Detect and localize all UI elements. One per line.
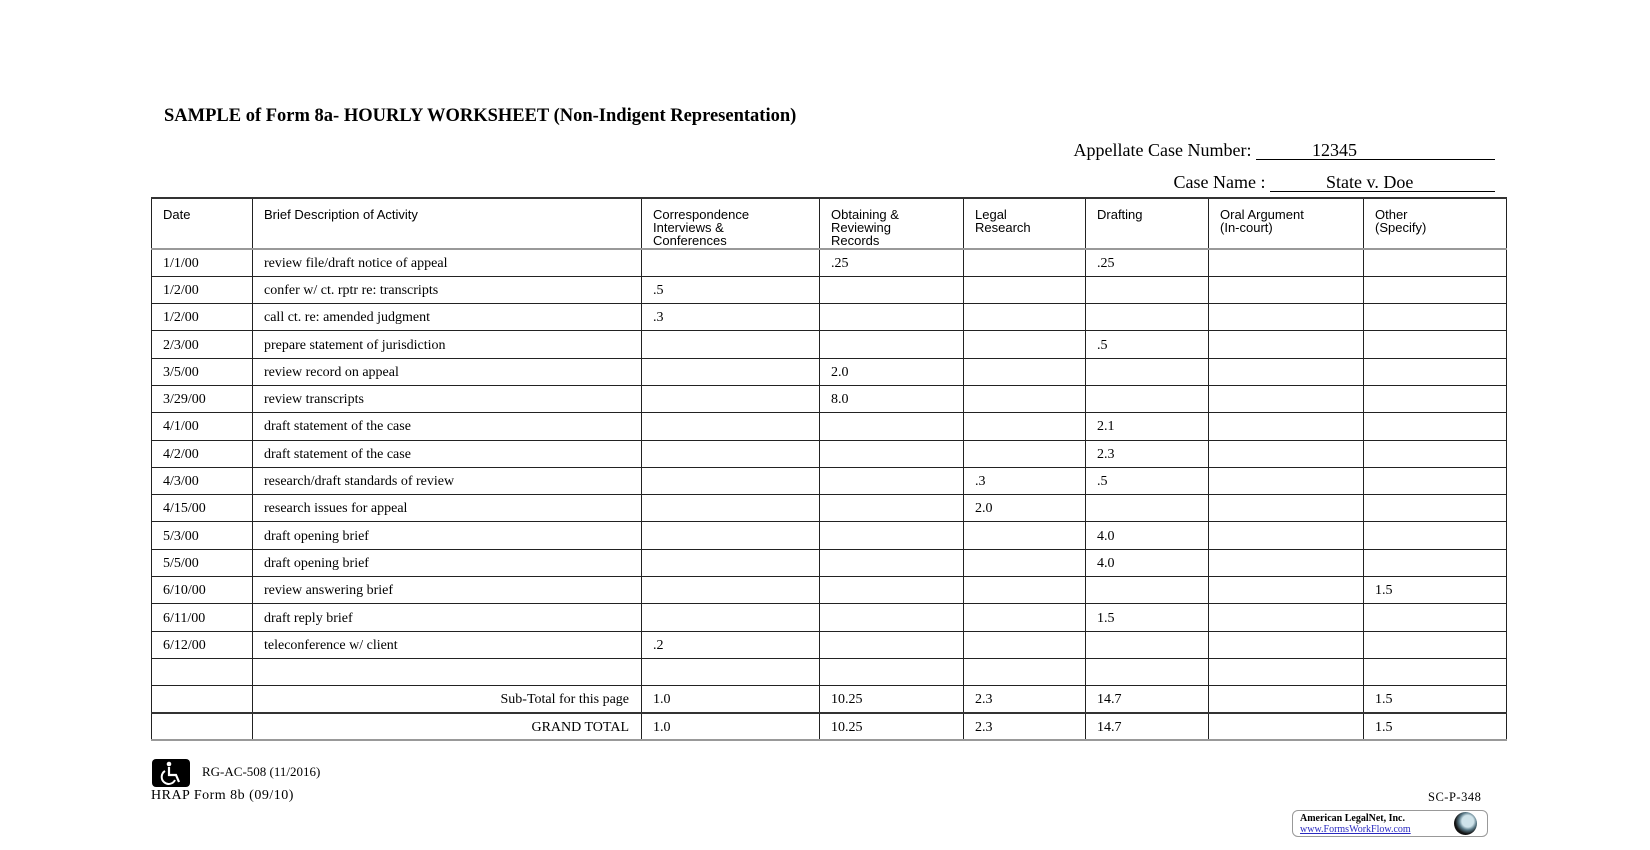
cell-correspondence[interactable]: .5 <box>642 276 820 303</box>
table-row <box>152 604 1507 631</box>
cell-legal-research[interactable] <box>964 276 1086 303</box>
cell-date[interactable]: 1/1/00 <box>152 249 253 276</box>
cell-date[interactable]: 4/2/00 <box>152 440 253 467</box>
cell-description[interactable] <box>253 658 642 685</box>
cell-other[interactable] <box>1364 385 1507 412</box>
cell-oral-argument[interactable] <box>1209 686 1364 713</box>
cell-other[interactable] <box>1364 249 1507 276</box>
form-code: RG-AC-508 (11/2016) <box>202 764 321 779</box>
cell-oral-argument[interactable] <box>1209 522 1364 549</box>
cell-legal-research[interactable] <box>964 304 1086 331</box>
cell-description[interactable]: research/draft standards of review <box>253 467 642 494</box>
cell-description[interactable]: draft opening brief <box>253 522 642 549</box>
cell-other[interactable]: 1.5 <box>1364 577 1507 604</box>
cell-legal-research[interactable] <box>964 522 1086 549</box>
cell-drafting[interactable]: .25 <box>1086 249 1209 276</box>
cell-description[interactable]: call ct. re: amended judgment <box>253 304 642 331</box>
cell-oral-argument[interactable] <box>1209 604 1364 631</box>
cell-correspondence[interactable] <box>642 413 820 440</box>
cell-legal-research[interactable]: 2.3 <box>964 686 1086 713</box>
cell-records[interactable] <box>820 331 964 358</box>
cell-date[interactable]: 6/11/00 <box>152 604 253 631</box>
table-row <box>152 522 1507 549</box>
cell-date[interactable] <box>152 686 253 713</box>
column-header-legal-research: Legal Research <box>964 198 1086 249</box>
cell-drafting[interactable] <box>1086 658 1209 685</box>
cell-oral-argument[interactable] <box>1209 331 1364 358</box>
cell-oral-argument[interactable] <box>1209 631 1364 658</box>
cell-legal-research[interactable]: 2.0 <box>964 495 1086 522</box>
logo-company-name: American LegalNet, Inc. <box>1300 813 1405 824</box>
cell-other[interactable] <box>1364 276 1507 303</box>
cell-records[interactable] <box>820 604 964 631</box>
cell-drafting[interactable]: 14.7 <box>1086 713 1209 740</box>
cell-description[interactable]: review transcripts <box>253 385 642 412</box>
cell-other[interactable] <box>1364 467 1507 494</box>
globe-icon <box>1454 812 1477 835</box>
cell-description[interactable]: review answering brief <box>253 577 642 604</box>
cell-date[interactable]: 2/3/00 <box>152 331 253 358</box>
wheelchair-accessibility-icon <box>152 759 190 787</box>
table-row <box>152 631 1507 658</box>
cell-other[interactable] <box>1364 604 1507 631</box>
table-row <box>152 658 1507 685</box>
cell-date[interactable] <box>152 658 253 685</box>
cell-records[interactable] <box>820 413 964 440</box>
cell-drafting[interactable] <box>1086 304 1209 331</box>
case-number-field <box>1074 140 1495 161</box>
cell-drafting[interactable] <box>1086 577 1209 604</box>
cell-records[interactable] <box>820 631 964 658</box>
cell-records[interactable]: .25 <box>820 249 964 276</box>
table-row <box>152 467 1507 494</box>
table-row <box>152 331 1507 358</box>
cell-correspondence[interactable] <box>642 385 820 412</box>
cell-date[interactable]: 1/2/00 <box>152 304 253 331</box>
cell-date[interactable]: 1/2/00 <box>152 276 253 303</box>
cell-description[interactable]: draft statement of the case <box>253 413 642 440</box>
logo-url-link[interactable]: www.FormsWorkFlow.com <box>1300 824 1411 835</box>
cell-records[interactable] <box>820 467 964 494</box>
cell-date[interactable]: 4/3/00 <box>152 467 253 494</box>
cell-records[interactable] <box>820 495 964 522</box>
cell-oral-argument[interactable] <box>1209 467 1364 494</box>
column-header-oral-argument: Oral Argument (In-court) <box>1209 198 1364 249</box>
table-row <box>152 358 1507 385</box>
cell-drafting[interactable]: 2.3 <box>1086 440 1209 467</box>
cell-legal-research[interactable] <box>964 331 1086 358</box>
cell-legal-research[interactable] <box>964 440 1086 467</box>
cell-legal-research[interactable] <box>964 413 1086 440</box>
cell-drafting[interactable]: 4.0 <box>1086 522 1209 549</box>
cell-oral-argument[interactable] <box>1209 440 1364 467</box>
cell-drafting[interactable] <box>1086 495 1209 522</box>
table-row <box>152 495 1507 522</box>
cell-records[interactable] <box>820 577 964 604</box>
table-row <box>152 304 1507 331</box>
cell-date[interactable]: 5/3/00 <box>152 522 253 549</box>
cell-drafting[interactable] <box>1086 358 1209 385</box>
cell-other[interactable] <box>1364 358 1507 385</box>
cell-other[interactable] <box>1364 522 1507 549</box>
cell-description[interactable]: GRAND TOTAL <box>253 713 642 740</box>
case-name-label: Case Name : <box>1173 172 1266 192</box>
cell-records[interactable]: 10.25 <box>820 686 964 713</box>
cell-records[interactable] <box>820 658 964 685</box>
cell-other[interactable] <box>1364 331 1507 358</box>
cell-other[interactable] <box>1364 549 1507 576</box>
cell-description[interactable]: confer w/ ct. rptr re: transcripts <box>253 276 642 303</box>
cell-other[interactable] <box>1364 495 1507 522</box>
case-number-label: Appellate Case Number: <box>1073 140 1252 160</box>
table-row <box>152 276 1507 303</box>
cell-other[interactable]: 1.5 <box>1364 686 1507 713</box>
case-number-value[interactable]: 12345 <box>1256 141 1495 160</box>
column-header-records: Obtaining & Reviewing Records <box>820 198 964 249</box>
cell-legal-research[interactable] <box>964 577 1086 604</box>
cell-records[interactable] <box>820 549 964 576</box>
cell-date[interactable] <box>152 713 253 740</box>
cell-drafting[interactable]: 14.7 <box>1086 686 1209 713</box>
sc-form-number: SC-P-348 <box>1428 790 1482 804</box>
cell-date[interactable]: 4/1/00 <box>152 413 253 440</box>
table-header-row <box>152 198 1507 249</box>
cell-date[interactable]: 3/29/00 <box>152 385 253 412</box>
cell-description[interactable]: review record on appeal <box>253 358 642 385</box>
table-row <box>152 440 1507 467</box>
cell-other[interactable]: 1.5 <box>1364 713 1507 740</box>
cell-oral-argument[interactable] <box>1209 549 1364 576</box>
cell-oral-argument[interactable] <box>1209 577 1364 604</box>
cell-drafting[interactable]: .5 <box>1086 467 1209 494</box>
case-name-field <box>1174 172 1495 193</box>
cell-drafting[interactable]: 2.1 <box>1086 413 1209 440</box>
table-row <box>152 413 1507 440</box>
cell-oral-argument[interactable] <box>1209 385 1364 412</box>
cell-date[interactable]: 6/12/00 <box>152 631 253 658</box>
table-row <box>152 249 1507 276</box>
table-row <box>152 385 1507 412</box>
cell-oral-argument[interactable] <box>1209 413 1364 440</box>
column-header-other: Other (Specify) <box>1364 198 1507 249</box>
subtotal-row <box>152 686 1507 713</box>
cell-correspondence[interactable] <box>642 249 820 276</box>
column-header-correspondence: Correspondence Interviews & Conferences <box>642 198 820 249</box>
cell-correspondence[interactable] <box>642 549 820 576</box>
cell-legal-research[interactable] <box>964 604 1086 631</box>
cell-date[interactable]: 3/5/00 <box>152 358 253 385</box>
cell-date[interactable]: 4/15/00 <box>152 495 253 522</box>
cell-description[interactable]: prepare statement of jurisdiction <box>253 331 642 358</box>
cell-records[interactable] <box>820 440 964 467</box>
cell-correspondence[interactable]: .3 <box>642 304 820 331</box>
cell-drafting[interactable] <box>1086 631 1209 658</box>
cell-legal-research[interactable] <box>964 549 1086 576</box>
table-row <box>152 577 1507 604</box>
column-header-date: Date <box>152 198 253 249</box>
form-title: SAMPLE of Form 8a- HOURLY WORKSHEET (Non-Indigent Representation) <box>164 106 797 126</box>
cell-legal-research[interactable] <box>964 385 1086 412</box>
american-legalnet-logo[interactable] <box>1292 810 1488 837</box>
cell-drafting[interactable]: 4.0 <box>1086 549 1209 576</box>
cell-legal-research[interactable]: 2.3 <box>964 713 1086 740</box>
cell-other[interactable] <box>1364 440 1507 467</box>
cell-correspondence[interactable] <box>642 331 820 358</box>
cell-other[interactable] <box>1364 413 1507 440</box>
cell-correspondence[interactable] <box>642 440 820 467</box>
cell-other[interactable] <box>1364 658 1507 685</box>
cell-drafting[interactable]: 1.5 <box>1086 604 1209 631</box>
cell-other[interactable] <box>1364 304 1507 331</box>
cell-correspondence[interactable]: 1.0 <box>642 713 820 740</box>
cell-oral-argument[interactable] <box>1209 304 1364 331</box>
cell-drafting[interactable] <box>1086 385 1209 412</box>
cell-records[interactable]: 10.25 <box>820 713 964 740</box>
cell-correspondence[interactable] <box>642 495 820 522</box>
table-row <box>152 549 1507 576</box>
cell-legal-research[interactable]: .3 <box>964 467 1086 494</box>
cell-oral-argument[interactable] <box>1209 249 1364 276</box>
cell-records[interactable] <box>820 304 964 331</box>
cell-correspondence[interactable] <box>642 522 820 549</box>
cell-legal-research[interactable] <box>964 249 1086 276</box>
cell-records[interactable]: 2.0 <box>820 358 964 385</box>
cell-correspondence[interactable] <box>642 577 820 604</box>
cell-correspondence[interactable] <box>642 658 820 685</box>
column-header-drafting: Drafting <box>1086 198 1209 249</box>
cell-description[interactable]: draft reply brief <box>253 604 642 631</box>
cell-correspondence[interactable] <box>642 358 820 385</box>
cell-legal-research[interactable] <box>964 658 1086 685</box>
cell-oral-argument[interactable] <box>1209 495 1364 522</box>
cell-description[interactable]: draft statement of the case <box>253 440 642 467</box>
cell-correspondence[interactable]: 1.0 <box>642 686 820 713</box>
case-name-value[interactable]: State v. Doe <box>1270 173 1495 192</box>
cell-correspondence[interactable] <box>642 467 820 494</box>
cell-other[interactable] <box>1364 631 1507 658</box>
cell-description[interactable]: teleconference w/ client <box>253 631 642 658</box>
cell-oral-argument[interactable] <box>1209 713 1364 740</box>
cell-description[interactable]: review file/draft notice of appeal <box>253 249 642 276</box>
cell-records[interactable] <box>820 276 964 303</box>
cell-drafting[interactable] <box>1086 276 1209 303</box>
cell-date[interactable]: 5/5/00 <box>152 549 253 576</box>
cell-legal-research[interactable] <box>964 358 1086 385</box>
cell-description[interactable]: Sub-Total for this page <box>253 686 642 713</box>
cell-oral-argument[interactable] <box>1209 276 1364 303</box>
cell-records[interactable]: 8.0 <box>820 385 964 412</box>
cell-records[interactable] <box>820 522 964 549</box>
cell-description[interactable]: research issues for appeal <box>253 495 642 522</box>
cell-description[interactable]: draft opening brief <box>253 549 642 576</box>
hrap-form-label: HRAP Form 8b (09/10) <box>151 788 294 803</box>
column-header-description: Brief Description of Activity <box>253 198 642 249</box>
hourly-worksheet-table <box>151 197 1507 741</box>
cell-oral-argument[interactable] <box>1209 658 1364 685</box>
grand-total-row <box>152 713 1507 740</box>
cell-correspondence[interactable]: .2 <box>642 631 820 658</box>
cell-correspondence[interactable] <box>642 604 820 631</box>
cell-oral-argument[interactable] <box>1209 358 1364 385</box>
cell-date[interactable]: 6/10/00 <box>152 577 253 604</box>
cell-legal-research[interactable] <box>964 631 1086 658</box>
cell-drafting[interactable]: .5 <box>1086 331 1209 358</box>
